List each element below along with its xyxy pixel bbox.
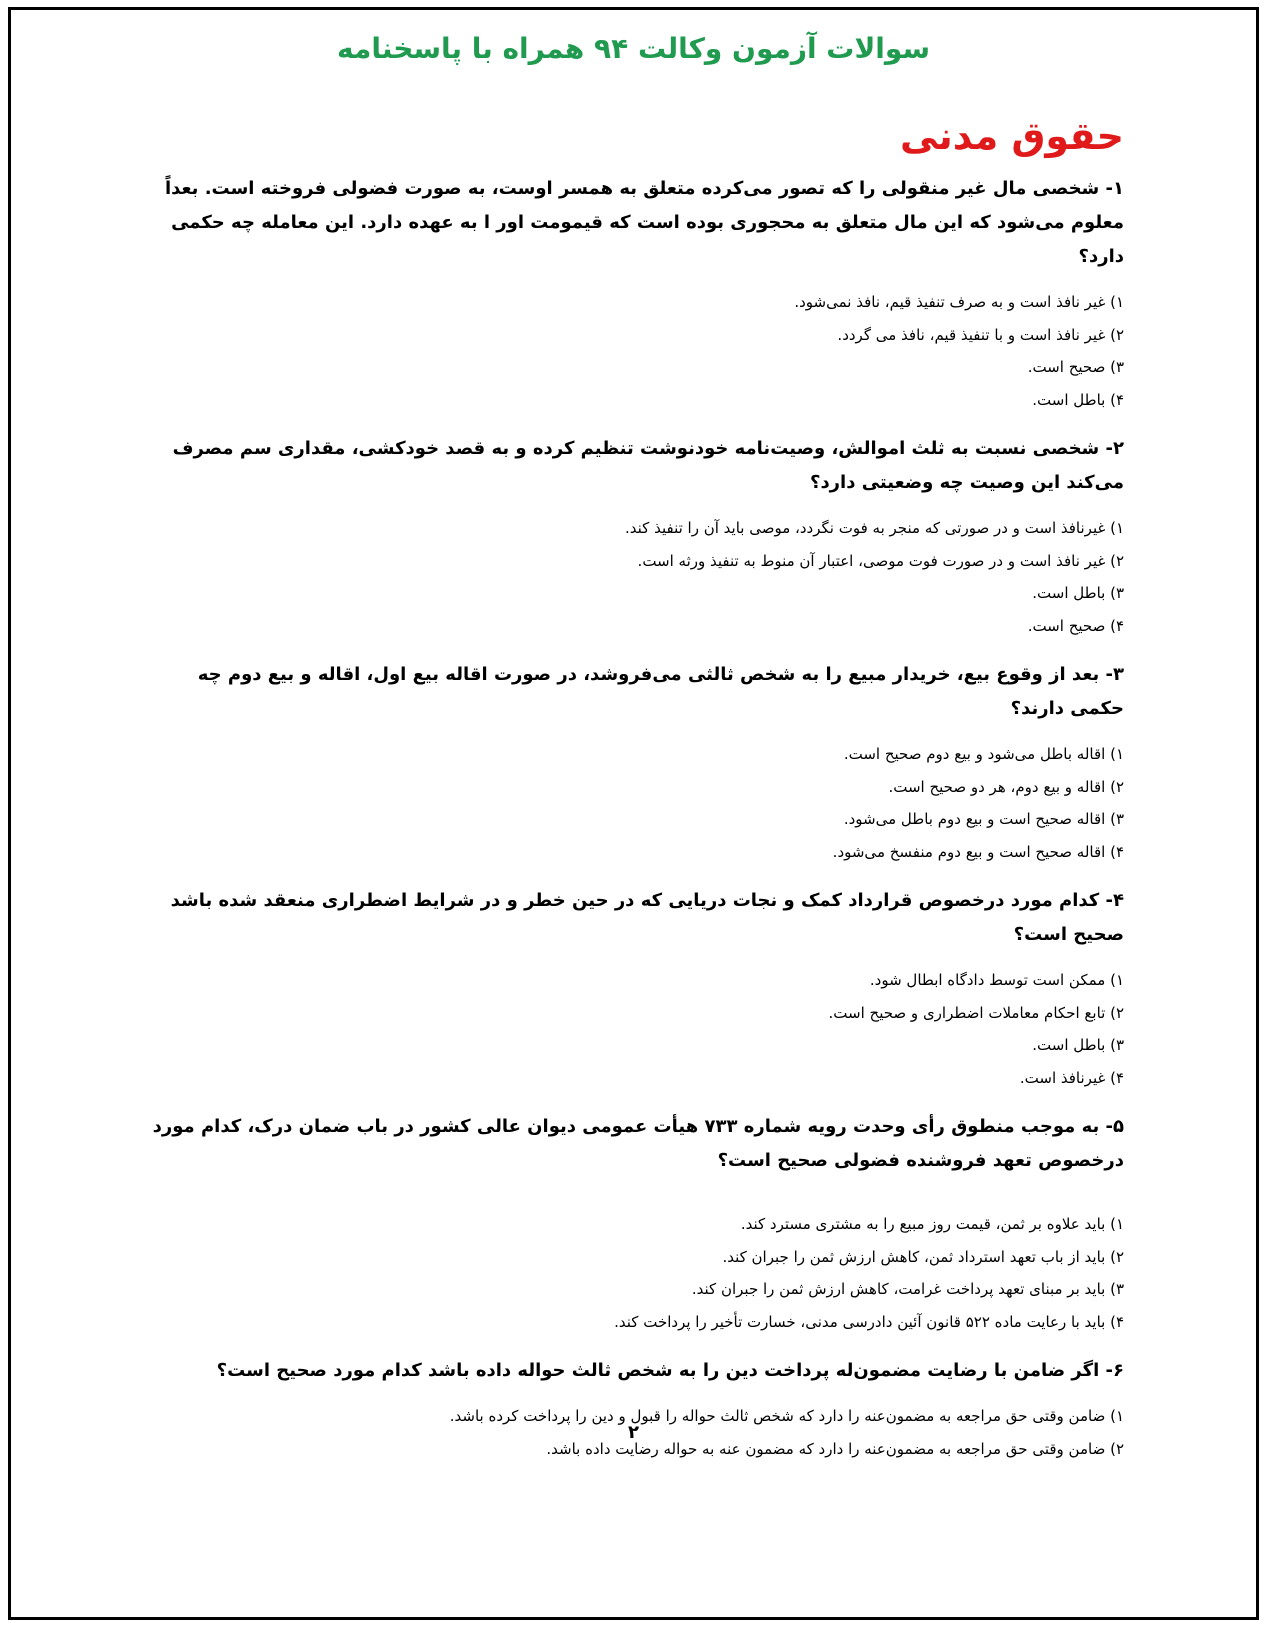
question-text: ۱- شخصی مال غیر منقولی را که تصور می‌کرده متعلق به همسر اوست، به صورت فضولی فروخته است. بعداً معلوم می‌شود که این مال متعلق به محجوری بوده است که قیمومت اور ا به عهده دارد. این معامله چه حکمی دارد؟ xyxy=(164,178,1124,267)
question-3 xyxy=(144,658,1124,868)
question-text: ۵- به موجب منطوق رأی وحدت رویه شماره ۷۳۳ هیأت عمومی دیوان عالی کشور در باب ضمان درک، کدام مورد درخصوص تعهد فروشنده فضولی صحیح است؟ xyxy=(152,1116,1124,1171)
answer-options xyxy=(144,512,1124,642)
question-text: ۲- شخصی نسبت به ثلث اموالش، وصیت‌نامه خودنوشت تنظیم کرده و به قصد خودکشی، مقداری سم مصرف می‌کند این وصیت چه وضعیتی دارد؟ xyxy=(172,438,1124,493)
answer-option: ۳) باید بر مبنای تعهد پرداخت غرامت، کاهش ارزش ثمن را جبران کند. xyxy=(691,1280,1124,1298)
question-4 xyxy=(144,884,1124,1094)
answer-option: ۴) اقاله صحیح است و بیع دوم منفسخ می‌شود. xyxy=(832,842,1124,861)
answer-options xyxy=(144,286,1124,416)
section-title: حقوق مدنی xyxy=(900,114,1124,158)
question-text: ۳- بعد از وقوع بیع، خریدار مبیع را به شخص ثالثی می‌فروشد، در صورت اقاله بیع اول، اقاله و بیع دوم چه حکمی دارند؟ xyxy=(197,664,1124,719)
answer-option: ۲) باید از باب تعهد استرداد ثمن، کاهش ارزش ثمن را جبران کند. xyxy=(722,1247,1124,1266)
answer-options xyxy=(144,964,1124,1094)
page-header-title: سوالات آزمون وکالت ۹۴ همراه با پاسخنامه xyxy=(337,32,930,65)
question-text: ۴- کدام مورد درخصوص قرارداد کمک و نجات دریایی که در حین خطر و در شرایط اضطراری منعقد شده باشد صحیح است؟ xyxy=(170,890,1124,945)
answer-option: ۱) غیرنافذ است و در صورتی که منجر به فوت نگردد، موصی باید آن را تنفیذ کند. xyxy=(625,519,1124,537)
answer-option: ۲) غیر نافذ است و با تنفیذ قیم، نافذ می گردد. xyxy=(837,325,1124,344)
answer-option: ۳) باطل است. xyxy=(1032,1036,1124,1054)
document-content xyxy=(144,106,1124,1481)
answer-option: ۳) صحیح است. xyxy=(1027,358,1124,376)
question-2 xyxy=(144,432,1124,642)
answer-option: ۴) صحیح است. xyxy=(1027,616,1124,635)
answer-option: ۱) ضامن وقتی حق مراجعه به مضمون‌عنه را دارد که شخص ثالث حواله را قبول و دین را پرداخت کرده باشد. xyxy=(449,1407,1124,1425)
answer-options xyxy=(144,738,1124,868)
answer-option: ۱) اقاله باطل می‌شود و بیع دوم صحیح است. xyxy=(843,745,1124,763)
answer-option: ۳) باطل است. xyxy=(1032,584,1124,602)
document-page xyxy=(8,7,1259,1620)
answer-option: ۱) باید علاوه بر ثمن، قیمت روز مبیع را به مشتری مسترد کند. xyxy=(740,1215,1124,1233)
answer-option: ۲) اقاله و بیع دوم، هر دو صحیح است. xyxy=(888,777,1124,796)
answer-option: ۴) باید با رعایت ماده ۵۲۲ قانون آئین دادرسی مدنی، خسارت تأخیر را پرداخت کند. xyxy=(614,1312,1124,1331)
question-6 xyxy=(144,1354,1124,1465)
question-1 xyxy=(144,172,1124,416)
answer-option: ۲) تابع احکام معاملات اضطراری و صحیح است. xyxy=(828,1003,1124,1022)
answer-option: ۲) ضامن وقتی حق مراجعه به مضمون‌عنه را دارد که مضمون عنه به حواله رضایت داده باشد. xyxy=(546,1439,1124,1458)
page-number: ۲ xyxy=(628,1422,639,1443)
answer-option: ۴) غیرنافذ است. xyxy=(1019,1068,1124,1087)
answer-option: ۲) غیر نافذ است و در صورت فوت موصی، اعتبار آن منوط به تنفیذ ورثه است. xyxy=(637,551,1124,570)
answer-options xyxy=(144,1208,1124,1338)
question-text: ۶- اگر ضامن با رضایت مضمون‌له پرداخت دین را به شخص ثالث حواله داده باشد کدام مورد صحیح است؟ xyxy=(216,1360,1124,1381)
answer-option: ۱) ممکن است توسط دادگاه ابطال شود. xyxy=(869,971,1124,989)
answer-option: ۴) باطل است. xyxy=(1032,390,1124,409)
answer-option: ۳) اقاله صحیح است و بیع دوم باطل می‌شود. xyxy=(843,810,1124,828)
question-5 xyxy=(144,1110,1124,1338)
answer-option: ۱) غیر نافذ است و به صرف تنفیذ قیم، نافذ نمی‌شود. xyxy=(794,293,1124,311)
